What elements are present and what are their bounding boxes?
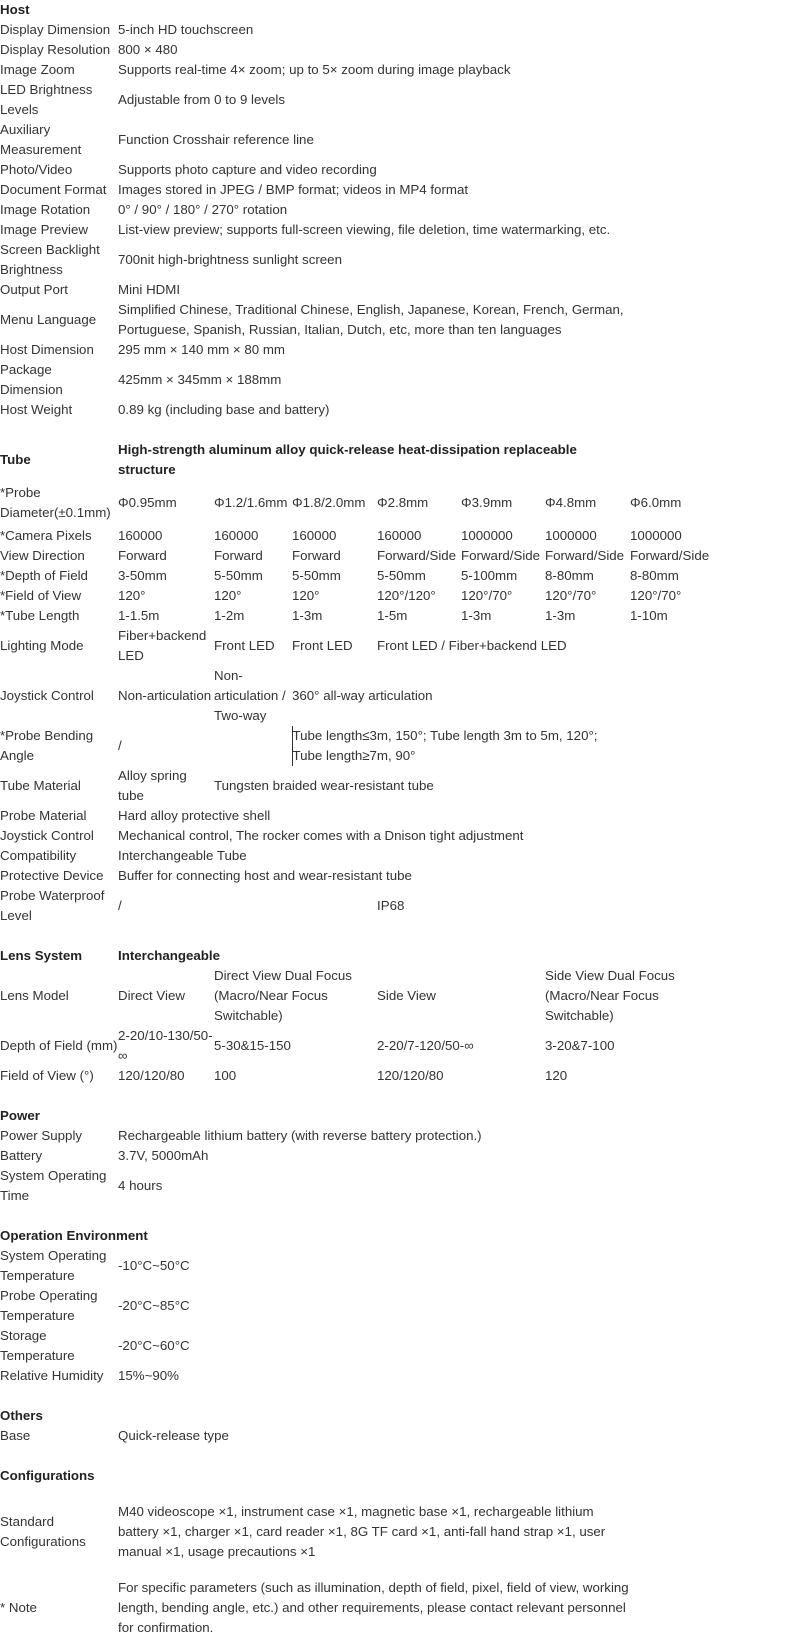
cell: Forward	[292, 548, 341, 563]
cell: 1000000	[461, 528, 513, 543]
cell: 120°	[214, 588, 242, 603]
cell: Forward	[214, 548, 263, 563]
table-row	[0, 1246, 720, 1286]
cell: Φ1.8/2.0mm	[292, 495, 366, 510]
cell: Forward/Side	[630, 548, 710, 563]
section-subtitle: High-strength aluminum alloy quick-release heat-dissipation replaceable structure	[118, 442, 577, 477]
cell: /	[118, 738, 122, 753]
cell: 1-1.5m	[118, 608, 160, 623]
row-value: Simplified Chinese, Traditional Chinese, English, Japanese, Korean, French, German, Portuguese, Spanish, Russian, Italian, Dutch, etc, more than ten languages	[118, 302, 624, 337]
cell: 1-5m	[377, 608, 408, 623]
cell: 1-2m	[214, 608, 245, 623]
row-label: Lighting Mode	[0, 638, 84, 653]
row-label: *Tube Length	[0, 608, 80, 623]
row-label: *Probe Diameter(±0.1mm)	[0, 485, 111, 520]
cell: Forward/Side	[545, 548, 625, 563]
cell: 5-100mm	[461, 568, 518, 583]
cell: Front LED	[214, 638, 275, 653]
row-label: Image Rotation	[0, 202, 91, 217]
cell: Direct View	[118, 988, 185, 1003]
row-label: Depth of Field (mm)	[0, 1038, 118, 1053]
cell: 120	[545, 1068, 568, 1083]
cell: 1-10m	[630, 608, 668, 623]
cell: Forward/Side	[461, 548, 541, 563]
row-label: *Depth of Field	[0, 568, 88, 583]
section-header-environment	[0, 1226, 720, 1246]
row-value: 5-inch HD touchscreen	[118, 22, 254, 37]
row-value: 0° / 90° / 180° / 270° rotation	[118, 202, 288, 217]
row-label: Output Port	[0, 282, 68, 297]
cell: Φ0.95mm	[118, 495, 177, 510]
row-value: 425mm × 345mm × 188mm	[118, 372, 282, 387]
row-label: *Field of View	[0, 588, 82, 603]
cell: Non-articulation / Two-way	[214, 668, 286, 723]
table-row	[0, 400, 720, 420]
table-row	[0, 726, 720, 766]
row-value: 4 hours	[118, 1178, 163, 1193]
table-row	[0, 766, 720, 806]
spacer-row	[0, 926, 720, 946]
table-row	[0, 626, 720, 666]
section-header-host	[0, 0, 720, 20]
cell: IP68	[377, 898, 405, 913]
cell: Direct View Dual Focus (Macro/Near Focus Switchable)	[214, 968, 352, 1023]
row-value: 3.7V, 5000mAh	[118, 1148, 209, 1163]
row-value: Mechanical control, The rocker comes with a Dnison tight adjustment	[118, 828, 524, 843]
row-value: Mini HDMI	[118, 282, 181, 297]
table-row	[0, 1426, 720, 1446]
cell: Φ1.2/1.6mm	[214, 495, 288, 510]
row-label: Probe Material	[0, 808, 87, 823]
cell: 160000	[292, 528, 337, 543]
table-row	[0, 120, 720, 160]
cell: 120°	[292, 588, 320, 603]
cell: 5-50mm	[214, 568, 263, 583]
row-value: 295 mm × 140 mm × 80 mm	[118, 342, 286, 357]
row-label: Screen Backlight Brightness	[0, 242, 100, 277]
row-label: Image Zoom	[0, 62, 75, 77]
row-label: Menu Language	[0, 312, 97, 327]
section-title: Others	[0, 1408, 43, 1423]
table-row	[0, 340, 720, 360]
section-header-lens	[0, 946, 720, 966]
row-value: M40 videoscope ×1, instrument case ×1, magnetic base ×1, rechargeable lithium battery ×1, charger ×1, card reader ×1, 8G TF card ×1, anti-fall hand strap ×1, user manual ×1, usage precautions ×1	[118, 1504, 606, 1559]
table-row	[0, 806, 720, 826]
spacer-row	[0, 1086, 720, 1106]
cell: 1000000	[630, 528, 682, 543]
row-label: Auxiliary Measurement	[0, 122, 82, 157]
row-label: *Camera Pixels	[0, 528, 92, 543]
table-row	[0, 1486, 720, 1578]
table-row	[0, 220, 720, 240]
cell: Fiber+backend LED	[118, 628, 207, 663]
cell: Φ4.8mm	[545, 495, 597, 510]
table-row	[0, 1066, 720, 1086]
table-row	[0, 1026, 720, 1066]
row-label: * Note	[0, 1600, 37, 1615]
spacer-row	[0, 1206, 720, 1226]
row-label: Document Format	[0, 182, 107, 197]
row-value: 800 × 480	[118, 42, 178, 57]
table-row	[0, 80, 720, 120]
row-label: Lens Model	[0, 988, 69, 1003]
table-row	[0, 200, 720, 220]
row-label: Storage Temperature	[0, 1328, 75, 1363]
cell: 1-3m	[461, 608, 492, 623]
table-row	[0, 40, 720, 60]
row-value: Adjustable from 0 to 9 levels	[118, 92, 286, 107]
row-label: Joystick Control	[0, 688, 94, 703]
table-row	[0, 60, 720, 80]
cell: Forward	[118, 548, 167, 563]
table-row	[0, 1286, 720, 1326]
row-label: Power Supply	[0, 1128, 83, 1143]
row-value: 700nit high-brightness sunlight screen	[118, 252, 342, 267]
cell: Forward/Side	[377, 548, 457, 563]
row-value: Buffer for connecting host and wear-resistant tube	[118, 868, 412, 883]
cell: Φ2.8mm	[377, 495, 429, 510]
table-row	[0, 866, 720, 886]
row-label: Joystick Control	[0, 828, 94, 843]
cell: 1-3m	[292, 608, 323, 623]
row-value: Quick-release type	[118, 1428, 229, 1443]
spacer-row	[0, 420, 720, 440]
cell: 5-30&15-150	[214, 1038, 291, 1053]
cell: 120°/70°	[630, 588, 682, 603]
section-title: Configurations	[0, 1468, 95, 1483]
table-row	[0, 666, 720, 726]
table-row	[0, 20, 720, 40]
cell: 120°/120°	[377, 588, 436, 603]
row-label: Display Resolution	[0, 42, 111, 57]
cell: 160000	[377, 528, 422, 543]
row-value: -20°C~60°C	[118, 1338, 190, 1353]
row-label: System Operating Temperature	[0, 1248, 107, 1283]
section-title: Power	[0, 1108, 40, 1123]
cell: 160000	[118, 528, 163, 543]
table-row	[0, 240, 720, 280]
section-title: Operation Environment	[0, 1228, 148, 1243]
table-row	[0, 606, 720, 626]
cell: 120°/70°	[461, 588, 513, 603]
section-header-tube	[0, 440, 720, 480]
section-header-others	[0, 1406, 720, 1426]
row-label: Field of View (°)	[0, 1068, 94, 1083]
row-label: Photo/Video	[0, 162, 73, 177]
cell: Side View	[377, 988, 436, 1003]
cell: Tungsten braided wear-resistant tube	[214, 778, 434, 793]
table-row	[0, 826, 720, 846]
table-row	[0, 1166, 720, 1206]
table-row	[0, 566, 720, 586]
cell: 2-20/7-120/50-∞	[377, 1038, 474, 1053]
spacer-row	[0, 1446, 720, 1466]
row-label: Package Dimension	[0, 362, 63, 397]
row-value: Rechargeable lithium battery (with reverse battery protection.)	[118, 1128, 482, 1143]
cell: 8-80mm	[630, 568, 679, 583]
cell: 2-20/10-130/50-∞	[118, 1028, 213, 1063]
row-label: Relative Humidity	[0, 1368, 104, 1383]
cell: Front LED	[292, 638, 353, 653]
cell: 120/120/80	[118, 1068, 185, 1083]
table-row	[0, 1366, 720, 1386]
row-label: System Operating Time	[0, 1168, 107, 1203]
cell: /	[118, 898, 122, 913]
row-label: Display Dimension	[0, 22, 111, 37]
row-value: 15%~90%	[118, 1368, 179, 1383]
row-value: Supports photo capture and video recording	[118, 162, 377, 177]
section-title: Lens System	[0, 948, 83, 963]
cell: 120/120/80	[377, 1068, 444, 1083]
row-value: Hard alloy protective shell	[118, 808, 271, 823]
row-label: Compatibility	[0, 848, 77, 863]
table-row	[0, 1146, 720, 1166]
row-value: For specific parameters (such as illumination, depth of field, pixel, field of view, working length, bending angle, etc.) and other requirements, please contact relevant personnel for confirmation.	[118, 1580, 629, 1635]
cell: Front LED / Fiber+backend LED	[377, 638, 567, 653]
cell: 360° all-way articulation	[292, 688, 433, 703]
cell: 1000000	[545, 528, 597, 543]
cell: 5-50mm	[292, 568, 341, 583]
row-label: Base	[0, 1428, 31, 1443]
spacer-row	[0, 1386, 720, 1406]
table-row	[0, 846, 720, 866]
row-label: Probe Waterproof Level	[0, 888, 105, 923]
cell: 1-3m	[545, 608, 576, 623]
row-value: 0.89 kg (including base and battery)	[118, 402, 330, 417]
row-label: Protective Device	[0, 868, 104, 883]
row-value: -10°C~50°C	[118, 1258, 190, 1273]
table-row	[0, 966, 720, 1026]
table-row	[0, 586, 720, 606]
table-row	[0, 526, 720, 546]
table-row	[0, 180, 720, 200]
row-value: Supports real-time 4× zoom; up to 5× zoom during image playback	[118, 62, 511, 77]
row-value: Function Crosshair reference line	[118, 132, 314, 147]
table-row	[0, 480, 720, 526]
section-title: Tube	[0, 452, 31, 467]
row-value: Images stored in JPEG / BMP format; videos in MP4 format	[118, 182, 469, 197]
row-label: View Direction	[0, 548, 85, 563]
row-label: Battery	[0, 1148, 43, 1163]
cell: 3-20&7-100	[545, 1038, 615, 1053]
table-row	[0, 886, 720, 926]
table-row	[0, 300, 720, 340]
row-label: Host Weight	[0, 402, 73, 417]
row-value: List-view preview; supports full-screen viewing, file deletion, time watermarking, etc.	[118, 222, 611, 237]
cell: 160000	[214, 528, 259, 543]
row-label: Tube Material	[0, 778, 81, 793]
cell: 5-50mm	[377, 568, 426, 583]
table-row	[0, 546, 720, 566]
row-value: -20°C~85°C	[118, 1298, 190, 1313]
section-header-configurations	[0, 1466, 720, 1486]
section-title: Host	[0, 2, 30, 17]
section-header-power	[0, 1106, 720, 1126]
row-label: Image Preview	[0, 222, 88, 237]
table-row	[0, 1326, 720, 1366]
cell: Side View Dual Focus (Macro/Near Focus Switchable)	[545, 968, 675, 1023]
row-label: Probe Operating Temperature	[0, 1288, 98, 1323]
row-label: Standard Configurations	[0, 1514, 86, 1549]
cell: Φ6.0mm	[630, 495, 682, 510]
row-value: Interchangeable Tube	[118, 848, 247, 863]
cell: 8-80mm	[545, 568, 594, 583]
row-label: Host Dimension	[0, 342, 94, 357]
cell: 3-50mm	[118, 568, 167, 583]
cell: Tube length≤3m, 150°; Tube length 3m to 5m, 120°; Tube length≥7m, 90°	[292, 726, 630, 766]
table-row	[0, 160, 720, 180]
section-subtitle: Interchangeable	[118, 948, 220, 963]
cell: Non-articulation	[118, 688, 212, 703]
cell: 100	[214, 1068, 237, 1083]
table-row	[0, 360, 720, 400]
table-row	[0, 280, 720, 300]
cell: Alloy spring tube	[118, 768, 187, 803]
row-label: *Probe Bending Angle	[0, 728, 94, 763]
table-row	[0, 1126, 720, 1146]
cell: 120°/70°	[545, 588, 597, 603]
cell: 120°	[118, 588, 146, 603]
cell: Φ3.9mm	[461, 495, 513, 510]
table-row	[0, 1578, 720, 1638]
row-label: LED Brightness Levels	[0, 82, 93, 117]
